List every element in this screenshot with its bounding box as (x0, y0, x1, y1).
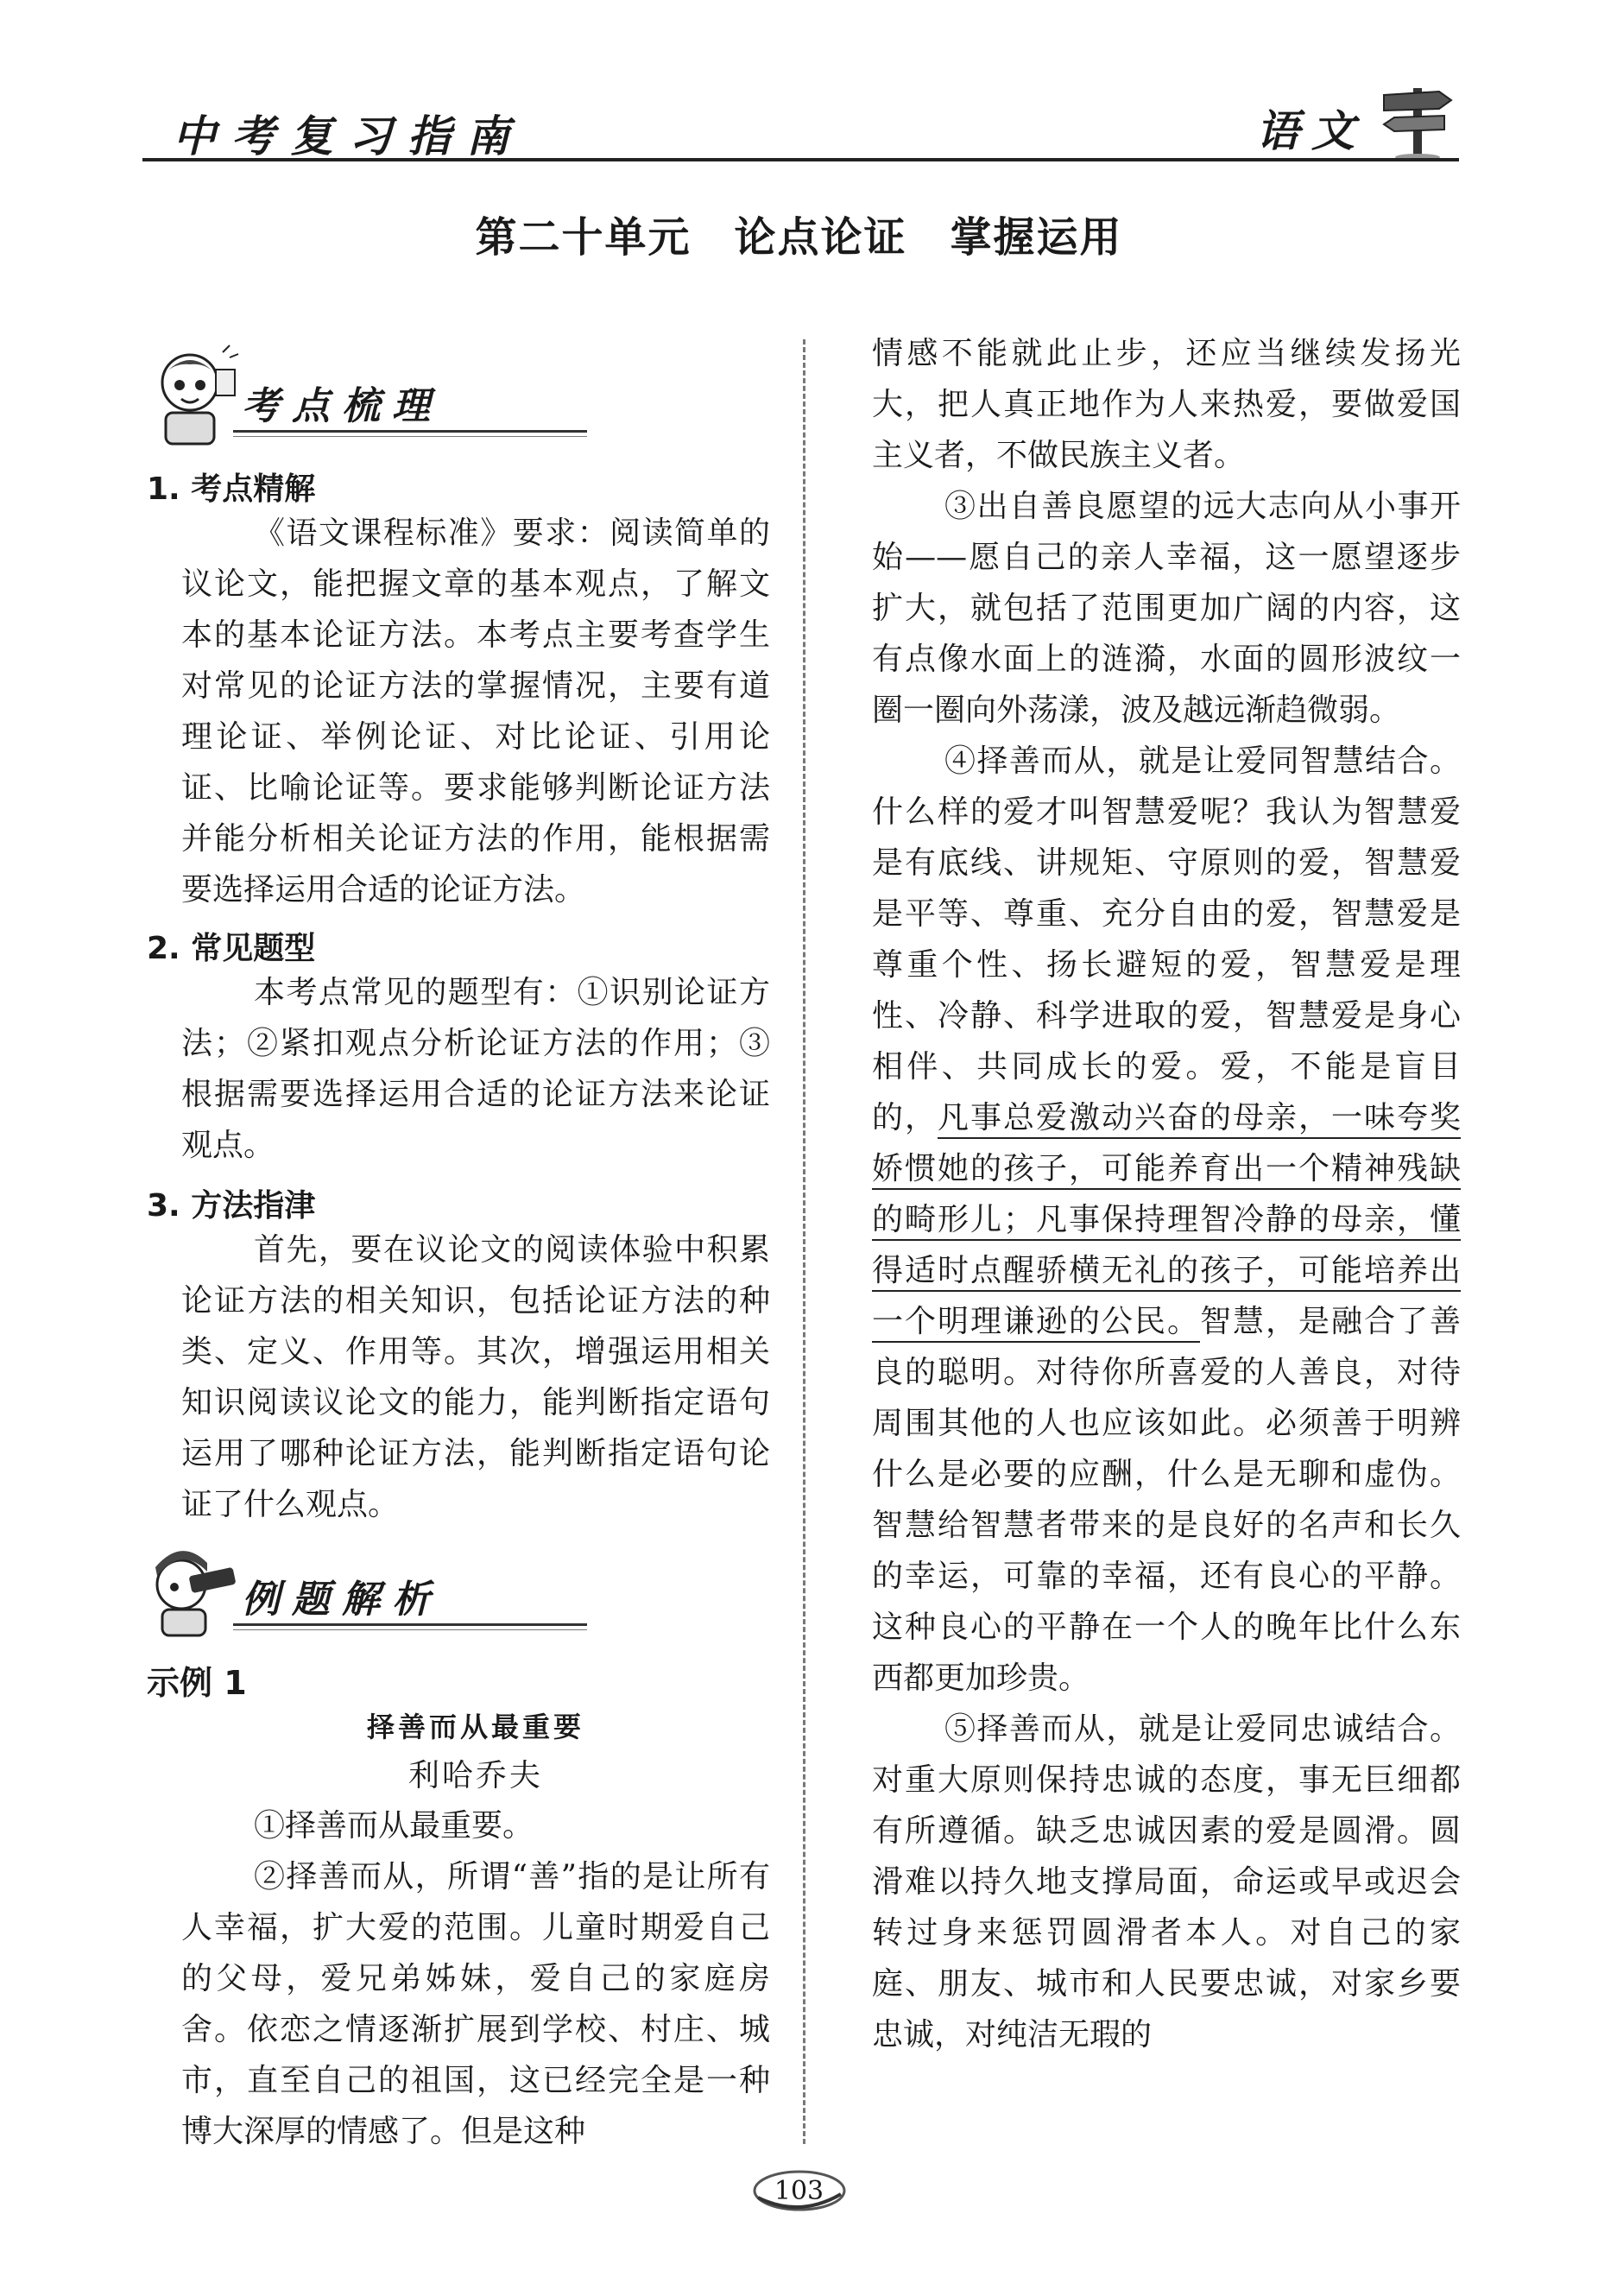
thinking-student-icon (147, 344, 242, 447)
section-examples-label: 例题解析 (242, 1578, 442, 1622)
review-paragraph-1: 《语文课程标准》要求：阅读简单的议论文，能把握文章的基本观点，了解文本的基本论证方法。本考点主要考查学生对常见的论证方法的掌握情况，主要有道理论证、举例论证、对比论证、引用论证、比喻论证等。要求能够判断论证方法并能分析相关论证方法的作用，能根据需要选择运用合适的论证方法。 (181, 515, 770, 908)
essay-paragraph-5: ⑤择善而从，就是让爱同忠诚结合。对重大原则保持忠诚的态度，事无巨细都有所遵循。缺乏忠诚因素的爱是圆滑。圆滑难以持久地支撑局面，命运或早或迟会转过身来惩罚圆滑者本人。对自己的家庭、朋友、城市和人民要忠诚，对家乡要忠诚，对纯洁无瑕的 (872, 1711, 1461, 2052)
section-underline-thin (233, 1629, 587, 1630)
essay-paragraph-2: ②择善而从，所谓“善”指的是让所有人幸福，扩大爱的范围。儿童时期爱自己的父母，爱兄弟姊妹，爱自己的家庭房舍。依恋之情逐渐扩展到学校、村庄、城市，直至自己的祖国，这已经完全是一种博大深厚的情感了。但是这种 (181, 1859, 770, 2149)
subhead-2: 2. 常见题型 (147, 931, 316, 966)
subject-label: 语文 (1256, 105, 1367, 156)
section-underline-thin (233, 436, 587, 437)
essay-paragraph-4-part-a: ④择善而从，就是让爱同智慧结合。什么样的爱才叫智慧爱呢？我认为智慧爱是有底线、讲规矩、守原则的爱，智慧爱是平等、尊重、充分自由的爱，智慧爱是尊重个性、扬长避短的爱，智慧爱是理性、冷静、科学进取的爱，智慧爱是身心相伴、共同成长的爱。爱，不能是盲目的， (872, 743, 1461, 1135)
review-paragraph-3: 首先，要在议论文的阅读体验中积累论证方法的相关知识，包括论证方法的种类、定义、作用等。其次，增强运用相关知识阅读议论文的能力，能判断指定语句运用了哪种论证方法，能判断指定语句论证了什么观点。 (181, 1232, 770, 1522)
example-label: 示例 1 (147, 1664, 247, 1702)
review-paragraph-2: 本考点常见的题型有：①识别论证方法；②紧扣观点分析论证方法的作用；③根据需要选择运用合适的论证方法来论证观点。 (181, 975, 770, 1163)
essay-paragraph-3: ③出自善良愿望的远大志向从小事开始——愿自己的亲人幸福，这一愿望逐步扩大，就包括了范围更加广阔的内容，这有点像水面上的涟漪，水面的圆形波纹一圈一圈向外荡漾，波及越远渐趋微弱。 (872, 489, 1461, 728)
essay-title: 择善而从最重要 (366, 1711, 584, 1743)
section-underline (233, 430, 587, 433)
essay-paragraph-1: ①择善而从最重要。 (254, 1808, 534, 1844)
page-number: 103 (774, 2176, 824, 2206)
essay-right-column (872, 328, 1461, 2060)
essay-paragraph-4-part-b: 智慧，是融合了善良的聪明。对待你所喜爱的人善良，对待周围其他的人也应该如此。必须善于明辨什么是必要的应酬，什么是无聊和虚伪。智慧给智慧者带来的是良好的名声和长久的幸运，可靠的幸福，还有良心的平静。这种良心的平静在一个人的晚年比什么东西都更加珍贵。 (872, 1304, 1461, 1696)
subhead-3: 3. 方法指津 (147, 1188, 316, 1224)
essay-left-column (181, 1800, 770, 2157)
signpost-icon (1377, 79, 1459, 161)
column-divider (803, 339, 805, 2144)
section-examples-heading (147, 1537, 596, 1649)
section-underline (233, 1623, 587, 1626)
essay-author: 利哈乔夫 (407, 1758, 543, 1793)
telescope-kid-icon (147, 1537, 242, 1641)
book-title: 中考复习指南 (173, 111, 525, 161)
unit-title: 第二十单元 论点论证 掌握运用 (475, 213, 1123, 262)
header-rule (142, 158, 1459, 161)
essay-paragraph-4 (872, 736, 1461, 1704)
section-review-heading (147, 344, 596, 456)
subhead-1: 1. 考点精解 (147, 471, 316, 507)
underlined-sentence: 凡事总爱激动兴奋的母亲，一味夸奖娇惯她的孩子，可能养育出一个精神残缺的畸形儿；凡事保持理智冷静的母亲，懂得适时点醒骄横无礼的孩子，可能培养出一个明理谦逊的公民。 (872, 1100, 1461, 1343)
essay-paragraph-2-continued: 情感不能就此止步，还应当继续发扬光大，把人真正地作为人来热爱，要做爱国主义者，不做民族主义者。 (872, 336, 1461, 473)
section-review-label: 考点梳理 (242, 384, 442, 428)
